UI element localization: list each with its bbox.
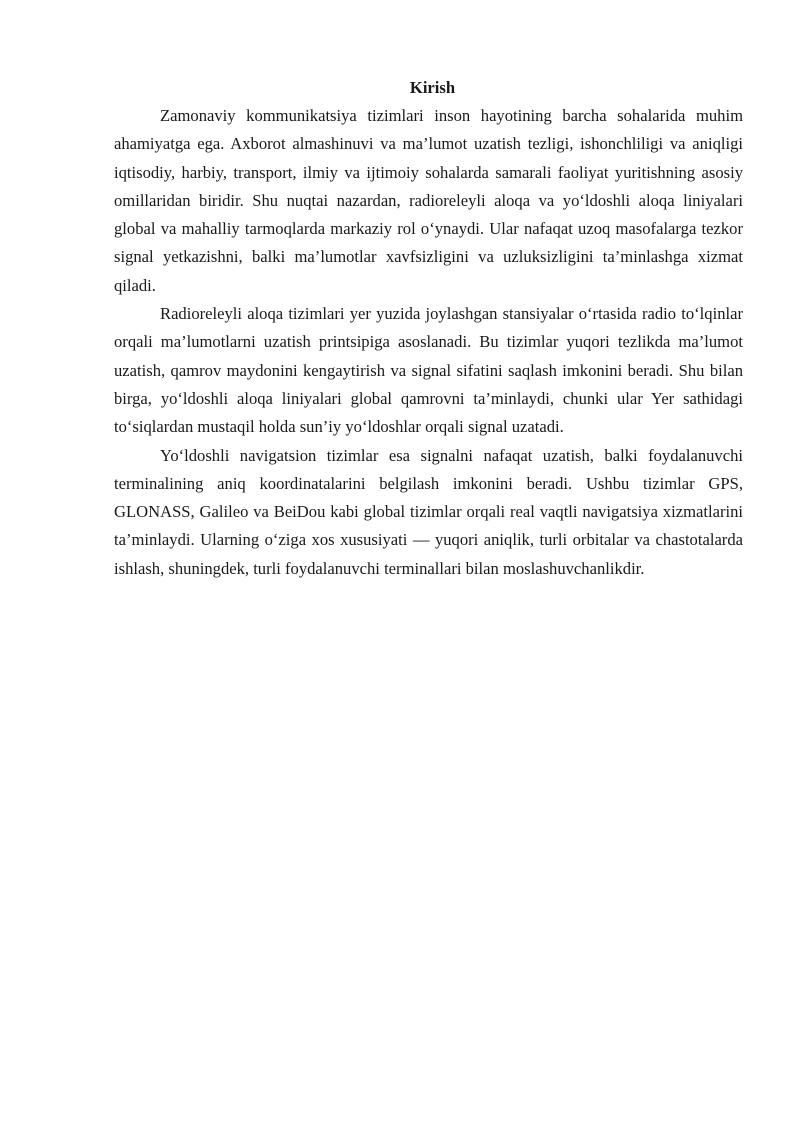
document-body (114, 74, 743, 583)
paragraph-1: Zamonaviy kommunikatsiya tizimlari inson hayotining barcha sohalarida muhim ahamiyatga ega. Axborot almashinuvi va ma’lumot uzatish tezligi, ishonchliligi va aniqligi iqtisodiy, harbiy, transport, ilmiy va ijtimoiy sohalarda samarali faoliyat yuritishning asosiy omillaridan biridir. Shu nuqtai nazardan, radioreleyli aloqa va yo‘ldoshli aloqa liniyalari global va mahalliy tarmoqlarda markaziy rol o‘ynaydi. Ular nafaqat uzoq masofalarga tezkor signal yetkazishni, balki ma’lumotlar xavfsizligini va uzluksizligini ta’minlashga xizmat qiladi. (114, 106, 743, 295)
section-title: Kirish (409, 78, 456, 97)
paragraph-3: Yo‘ldoshli navigatsion tizimlar esa signalni nafaqat uzatish, balki foydalanuvchi terminalining aniq koordinatalarini belgilash imkonini beradi. Ushbu tizimlar GPS, GLONASS, Galileo va BeiDou kabi global tizimlar orqali real vaqtli navigatsiya xizmatlarini ta’minlaydi. Ularning o‘ziga xos xususiyati — yuqori aniqlik, turli orbitalar va chastotalarda ishlash, shuningdek, turli foydalanuvchi terminallari bilan moslashuvchanlikdir. (114, 445, 743, 578)
paragraph-2: Radioreleyli aloqa tizimlari yer yuzida joylashgan stansiyalar o‘rtasida radio to‘lqinlar orqali ma’lumotlarni uzatish printsipiga asoslanadi. Bu tizimlar yuqori tezlikda ma’lumot uzatish, qamrov maydonini kengaytirish va signal sifatini saqlash imkonini beradi. Shu bilan birga, yo‘ldoshli aloqa liniyalari global qamrovni ta’minlaydi, chunki ular Yer sathidagi to‘siqlardan mustaqil holda sun’iy yo‘ldoshlar orqali signal uzatadi. (114, 304, 743, 437)
